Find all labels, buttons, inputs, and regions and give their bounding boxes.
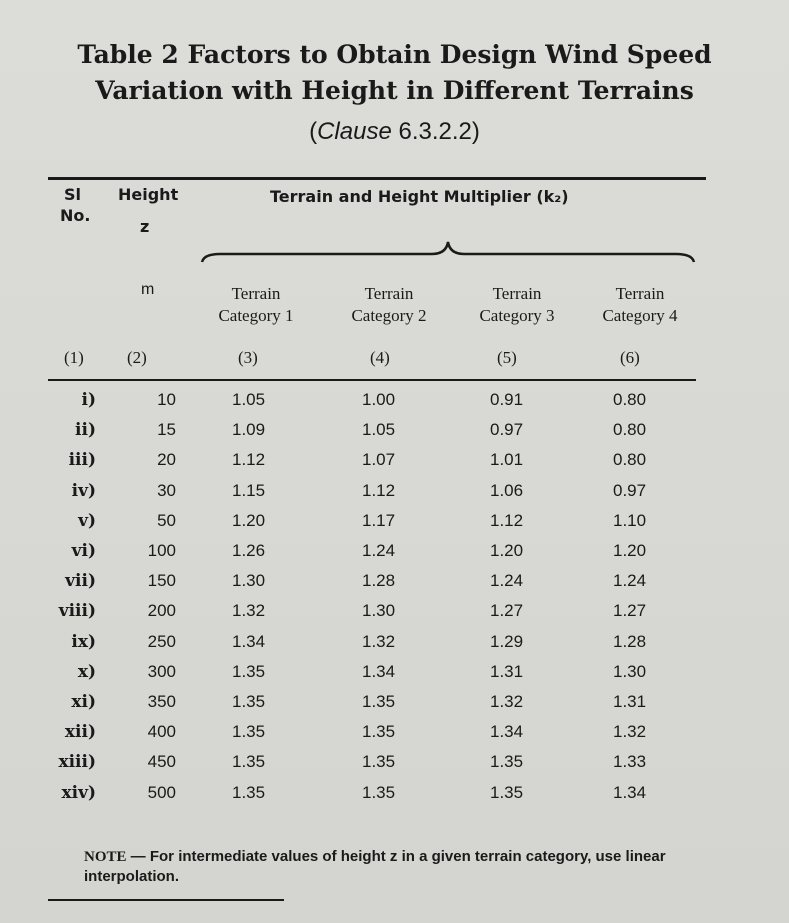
row-height: 300 [147, 661, 176, 681]
row-sl-number: viii) [58, 601, 96, 622]
row-height: 500 [147, 782, 176, 802]
row-height: 15 [157, 420, 176, 440]
row-multiplier-c2: 1.00 [362, 390, 396, 409]
row-multiplier-c4: 0.80 [613, 450, 647, 470]
header-category-2-line2: Category 2 [351, 306, 427, 325]
row-multiplier-c3: 1.31 [490, 661, 524, 681]
row-multiplier-c3: 0.91 [490, 390, 524, 409]
header-rule [48, 379, 696, 381]
clause-label: Clause [317, 118, 392, 145]
note-label: NOTE [84, 849, 127, 865]
header-sl: Sl [64, 185, 82, 204]
row-multiplier-c1: 1.32 [232, 601, 266, 621]
row-multiplier-c1: 1.12 [232, 450, 266, 470]
header-category-4 [580, 283, 700, 327]
row-height: 20 [157, 450, 176, 470]
header-category-3-line1: Terrain [492, 284, 542, 303]
row-multiplier-c1: 1.05 [232, 390, 266, 409]
row-multiplier-c1: 1.30 [232, 571, 266, 591]
row-multiplier-c4: 1.20 [613, 541, 647, 560]
col-number-6: (6) [620, 348, 640, 367]
row-multiplier-c4: 1.30 [613, 661, 647, 681]
row-multiplier-c1: 1.15 [232, 480, 266, 500]
row-multiplier-c4: 0.80 [613, 390, 647, 409]
row-multiplier-c3: 1.06 [490, 480, 524, 500]
row-multiplier-c2: 1.32 [362, 631, 396, 651]
row-height: 450 [147, 752, 176, 772]
row-multiplier-c2: 1.35 [362, 722, 396, 742]
row-multiplier-c4: 1.10 [613, 510, 647, 530]
top-rule [48, 177, 706, 180]
row-multiplier-c4: 1.34 [613, 782, 647, 802]
row-multiplier-c4: 1.32 [613, 722, 647, 742]
row-multiplier-c4: 1.31 [613, 692, 647, 711]
row-height: 10 [157, 390, 176, 409]
row-multiplier-c4: 1.33 [613, 752, 647, 772]
header-category-4-line2: Category 4 [602, 306, 678, 325]
row-multiplier-c2: 1.35 [362, 692, 396, 711]
header-m: m [141, 281, 155, 298]
row-multiplier-c1: 1.35 [232, 782, 266, 802]
row-height: 350 [147, 692, 176, 711]
row-multiplier-c4: 1.28 [613, 631, 647, 651]
row-multiplier-c1: 1.35 [232, 692, 266, 711]
header-category-1 [196, 283, 316, 327]
row-multiplier-c1: 1.35 [232, 661, 266, 681]
row-height: 250 [147, 631, 176, 651]
row-sl-number: v) [78, 510, 96, 531]
note-text: For intermediate values of height z in a given terrain category, use linear interpolation. [84, 848, 666, 885]
row-multiplier-c4: 0.97 [613, 480, 647, 500]
header-category-3 [454, 283, 580, 327]
row-multiplier-c4: 1.27 [613, 601, 647, 621]
bottom-rule [48, 899, 284, 901]
row-multiplier-c3: 1.20 [490, 541, 524, 560]
col-number-5: (5) [497, 348, 517, 367]
header-category-4-line1: Terrain [615, 284, 665, 303]
row-sl-number: ix) [71, 631, 96, 652]
row-multiplier-c2: 1.17 [362, 510, 396, 530]
row-sl-number: xii) [64, 722, 96, 743]
header-no: No. [60, 206, 91, 225]
row-multiplier-c2: 1.07 [362, 450, 396, 470]
row-multiplier-c1: 1.26 [232, 541, 266, 560]
row-sl-number: iv) [71, 480, 96, 501]
table-note: NOTE — For intermediate values of height z in a given terrain category, use linear interpolation. [84, 848, 666, 885]
header-category-2-line1: Terrain [364, 284, 414, 303]
row-sl-number: iii) [68, 450, 96, 471]
row-multiplier-c4: 1.24 [613, 571, 647, 591]
row-multiplier-c3: 0.97 [490, 420, 524, 440]
header-z: z [140, 217, 150, 236]
row-multiplier-c2: 1.28 [362, 571, 396, 591]
row-multiplier-c3: 1.01 [490, 450, 524, 470]
clause-number: 6.3.2.2 [398, 118, 472, 145]
header-terrain-multiplier: Terrain and Height Multiplier (k₂) [270, 187, 569, 206]
row-multiplier-c1: 1.09 [232, 420, 266, 440]
row-sl-number: ii) [75, 420, 96, 441]
row-sl-number: x) [77, 661, 96, 682]
table-title-line1: Table 2 Factors to Obtain Design Wind Speed [77, 40, 712, 69]
brace-line [200, 236, 700, 266]
row-multiplier-c1: 1.35 [232, 752, 266, 772]
row-sl-number: vii) [65, 571, 96, 592]
row-height: 100 [147, 541, 176, 560]
col-number-4: (4) [370, 348, 390, 367]
col-number-1: (1) [64, 348, 84, 367]
row-sl-number: i) [81, 390, 96, 410]
row-multiplier-c3: 1.32 [490, 692, 524, 711]
row-multiplier-c2: 1.12 [362, 480, 396, 500]
row-multiplier-c3: 1.34 [490, 722, 524, 742]
row-multiplier-c3: 1.35 [490, 752, 524, 772]
row-multiplier-c2: 1.24 [362, 541, 396, 560]
row-multiplier-c1: 1.35 [232, 722, 266, 742]
row-multiplier-c2: 1.35 [362, 782, 396, 802]
row-height: 50 [157, 510, 176, 530]
row-multiplier-c1: 1.20 [232, 510, 266, 530]
row-multiplier-c2: 1.30 [362, 601, 396, 621]
row-height: 150 [147, 571, 176, 591]
row-multiplier-c1: 1.34 [232, 631, 266, 651]
row-multiplier-c3: 1.35 [490, 782, 524, 802]
row-height: 400 [147, 722, 176, 742]
header-height: Height [118, 185, 179, 204]
clause-reference: (Clause 6.3.2.2) [309, 118, 480, 145]
row-sl-number: xiii) [58, 752, 96, 773]
row-sl-number: xi) [71, 692, 96, 712]
row-multiplier-c3: 1.24 [490, 571, 524, 591]
header-category-2 [326, 283, 452, 327]
table-title-line2: Variation with Height in Different Terrains [95, 76, 694, 105]
row-sl-number: vi) [71, 541, 96, 561]
row-multiplier-c2: 1.35 [362, 752, 396, 772]
row-height: 200 [147, 601, 176, 621]
row-height: 30 [157, 480, 176, 500]
row-multiplier-c3: 1.27 [490, 601, 524, 621]
row-multiplier-c3: 1.12 [490, 510, 524, 530]
col-number-3: (3) [238, 348, 258, 367]
row-multiplier-c2: 1.34 [362, 661, 396, 681]
row-multiplier-c4: 0.80 [613, 420, 647, 440]
row-multiplier-c2: 1.05 [362, 420, 396, 440]
col-number-2: (2) [127, 348, 147, 367]
header-category-1-line1: Terrain [231, 284, 281, 303]
header-category-3-line2: Category 3 [479, 306, 555, 325]
header-category-1-line2: Category 1 [218, 306, 294, 325]
row-multiplier-c3: 1.29 [490, 631, 524, 651]
row-sl-number: xiv) [61, 782, 96, 803]
